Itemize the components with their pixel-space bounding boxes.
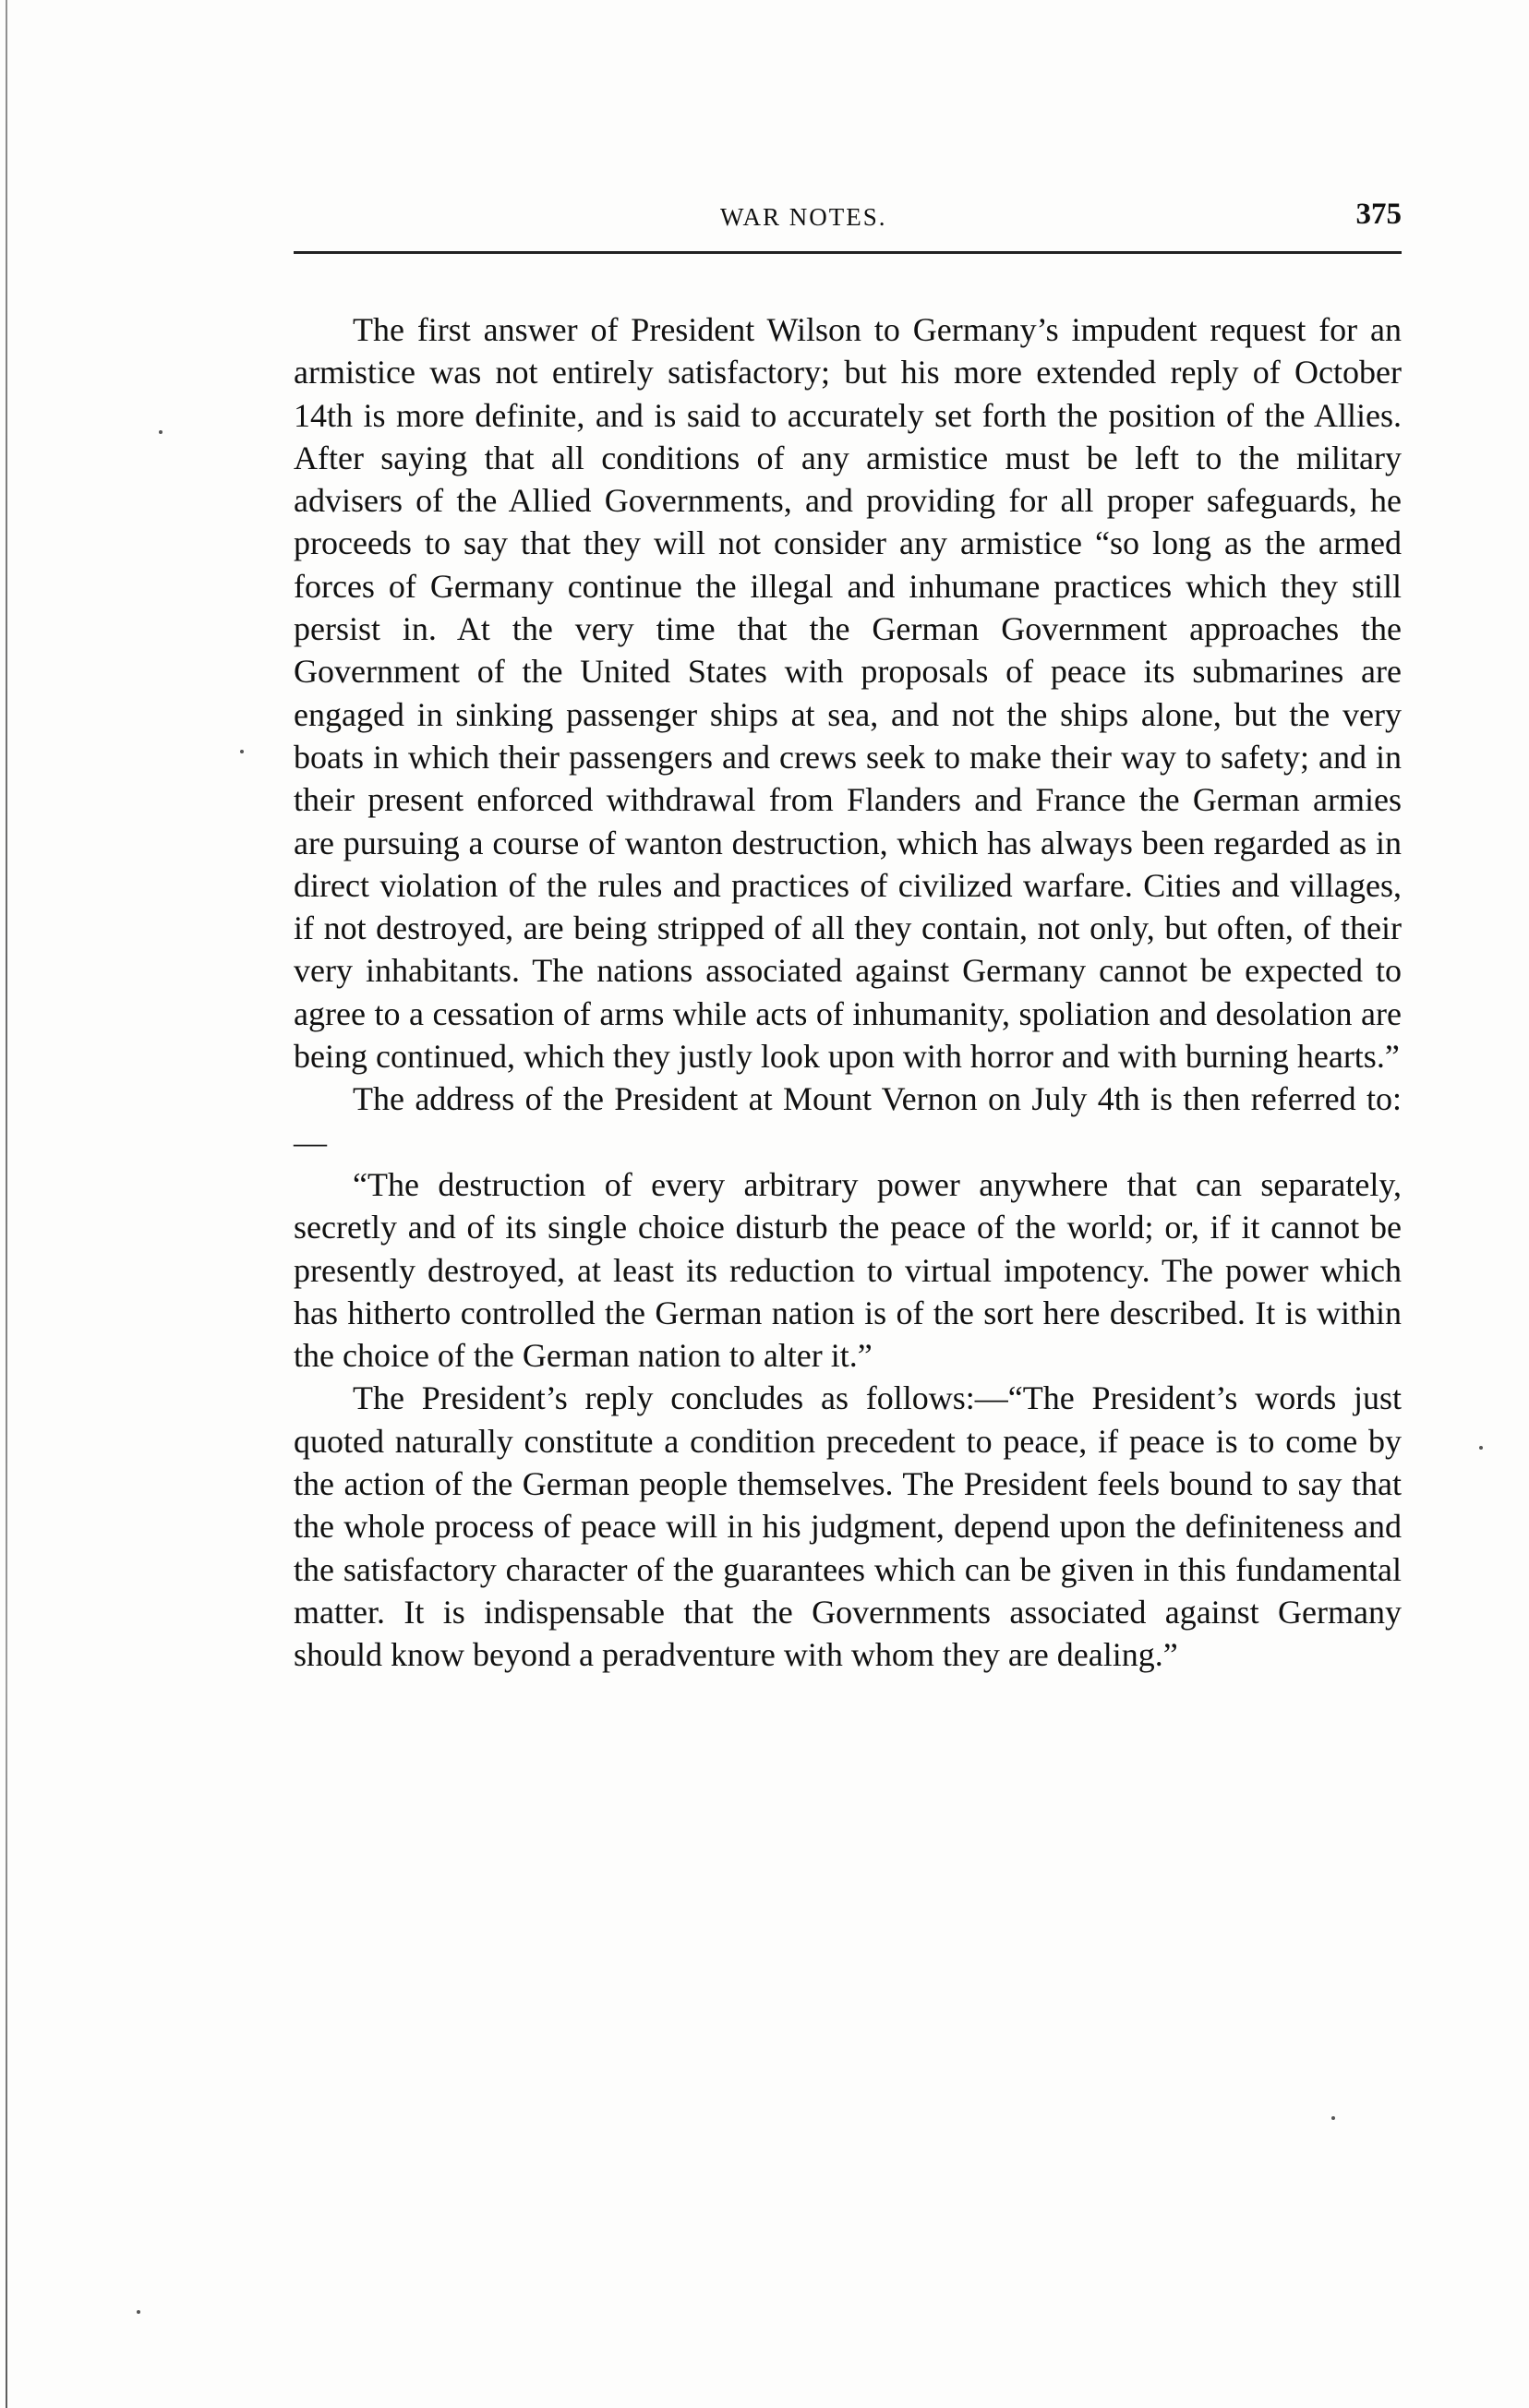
paragraph: The first answer of President Wilson to Germany’s impudent request for an armistice was not entirely satisfactory; but his more extended reply of October 14th is more definite, and is said to accurately set forth the position of the Allies. After saying that all conditions of any armistice must be left to the military advisers of the Allied Governments, and providing for all proper safeguards, he proceeds to say that they will not consider any armistice “so long as the armed forces of Germany continue the illegal and inhumane practices which they still persist in. At the very time that the German Government approaches the Government of the United States with proposals of peace its submarines are engaged in sinking passenger ships at sea, and not the ships alone, but the very boats in which their passengers and crews seek to make their way to safety; and in their present enforced withdrawal from Flanders and France the German armies are pursuing a course of wanton destruction, which has always been regarded as in direct violation of the rules and practices of civilized warfare. Cities and villages, if not destroyed, are being stripped of all they contain, not only, but often, of their very inhabitants. The nations associated against Germany cannot be expected to agree to a cessation of arms while acts of inhumanity, spoliation and desolation are being continued, which they justly look upon with horror and with burning hearts.” xyxy=(294,311,1402,1076)
page-binding-edge xyxy=(6,0,7,2408)
running-title: WAR NOTES. xyxy=(720,203,887,231)
body-text xyxy=(294,308,1402,1677)
paper-speck xyxy=(1331,2116,1335,2120)
page-header xyxy=(294,198,1402,242)
page-number: 375 xyxy=(1355,198,1402,231)
paper-speck xyxy=(159,430,163,434)
paper-speck xyxy=(137,2310,140,2314)
paper-speck xyxy=(1479,1446,1483,1450)
paper-speck xyxy=(240,750,244,753)
paragraph: “The destruction of every arbitrary power anywhere that can separately, secretly and of its single choice disturb the peace of the world; or, if it cannot be presently destroyed, at least its reduction to virtual impotency. The power which has hitherto controlled the German nation is of the sort here described. It is within the choice of the German nation to alter it.” xyxy=(294,1165,1402,1375)
paragraph: The President’s reply concludes as follows:—“The President’s words just quoted naturally constitute a condition precedent to peace, if peace is to come by the action of the German people themselves. The President feels bound to say that the whole process of peace will in his judgment, depend upon the definiteness and the satisfactory character of the guarantees which can be given in this fundamental matter. It is indispensable that the Governments associated against Germany should know beyond a peradventure with whom they are dealing.” xyxy=(294,1379,1402,1674)
paragraph: The address of the President at Mount Vernon on July 4th is then referred to:— xyxy=(294,1080,1402,1161)
header-rule xyxy=(294,251,1402,254)
